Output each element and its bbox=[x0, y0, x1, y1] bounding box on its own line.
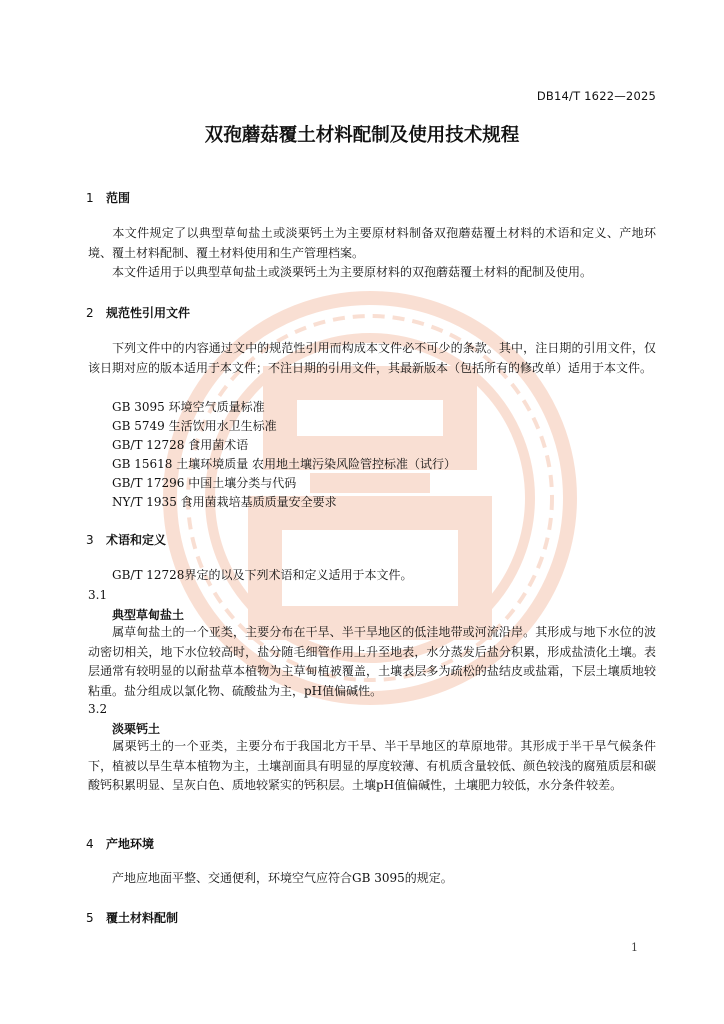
section-title: 术语和定义 bbox=[106, 533, 167, 547]
term-name: 典型草甸盐土 bbox=[112, 608, 185, 622]
section-heading-2 bbox=[86, 304, 190, 321]
reference-item: GB/T 17296 中国土壤分类与代码 bbox=[112, 476, 297, 490]
reference-item: GB 3095 环境空气质量标准 bbox=[112, 400, 265, 414]
document-code: DB14/T 1622—2025 bbox=[536, 89, 656, 103]
section-heading-5 bbox=[86, 909, 178, 926]
paragraph-scope-2: 本文件适用于以典型草甸盐土或淡栗钙土为主要原材料的双孢蘑菇覆土材料的配制及使用。 bbox=[112, 265, 593, 279]
term-number: 3.1 bbox=[88, 588, 108, 602]
section-title: 范围 bbox=[106, 191, 131, 205]
reference-item: GB/T 12728 食用菌术语 bbox=[112, 438, 249, 452]
term-name: 淡栗钙土 bbox=[112, 722, 161, 736]
reference-item: NY/T 1935 食用菌栽培基质质量安全要求 bbox=[112, 495, 337, 509]
section-number: 5 bbox=[86, 911, 94, 925]
section-number: 3 bbox=[86, 533, 94, 547]
paragraph-scope-1: 本文件规定了以典型草甸盐土或淡栗钙土为主要原材料制备双孢蘑菇覆土材料的术语和定义、产地环境、覆土材料配制、覆土材料使用和生产管理档案。 bbox=[88, 226, 656, 260]
term-definition: 属栗钙土的一个亚类，主要分布于我国北方干旱、半干旱地区的草原地带。其形成于半干旱气候条件下，植被以旱生草本植物为主，土壤剖面具有明显的厚度较薄、有机质含量较低、颜色较浅的腐殖质层和碳酸钙积累明显、呈灰白色、质地较紧实的钙积层。土壤pH值偏碱性，土壤肥力较低，水分条件较差。 bbox=[88, 739, 656, 792]
section-number: 1 bbox=[86, 191, 94, 205]
reference-item: GB 15618 土壤环境质量 农用地土壤污染风险管控标准（试行） bbox=[112, 457, 457, 471]
section-title: 产地环境 bbox=[106, 837, 155, 851]
reference-item: GB 5749 生活饮用水卫生标准 bbox=[112, 419, 277, 433]
term-number: 3.2 bbox=[88, 702, 108, 716]
paragraph-environment: 产地应地面平整、交通便利，环境空气应符合GB 3095的规定。 bbox=[112, 871, 453, 885]
paragraph-references-intro: 下列文件中的内容通过文中的规范性引用而构成本文件必不可少的条款。其中，注日期的引用文件，仅该日期对应的版本适用于本文件；不注日期的引用文件，其最新版本（包括所有的修改单）适用于本文件。 bbox=[88, 341, 656, 375]
section-title: 覆土材料配制 bbox=[106, 911, 179, 925]
section-number: 2 bbox=[86, 306, 94, 320]
section-number: 4 bbox=[86, 837, 94, 851]
section-heading-3 bbox=[86, 531, 166, 548]
paragraph-terms-intro: GB/T 12728界定的以及下列术语和定义适用于本文件。 bbox=[112, 568, 413, 582]
section-title: 规范性引用文件 bbox=[106, 306, 191, 320]
section-heading-4 bbox=[86, 835, 154, 852]
page-number: 1 bbox=[631, 941, 638, 954]
section-heading-1 bbox=[86, 189, 130, 206]
term-definition: 属草甸盐土的一个亚类，主要分布在干旱、半干旱地区的低洼地带或河流沿岸。其形成与地下水位的波动密切相关，地下水位较高时，盐分随毛细管作用上升至地表，水分蒸发后盐分积累，形成盐渍化土壤。表层通常有较明显的以耐盐草本植物为主草甸植被覆盖，土壤表层多为疏松的盐结皮或盐霜，下层土壤质地较粘重。盐分组成以氯化物、硫酸盐为主，pH值偏碱性。 bbox=[88, 625, 656, 698]
document-title: 双孢蘑菇覆土材料配制及使用技术规程 bbox=[204, 125, 520, 146]
